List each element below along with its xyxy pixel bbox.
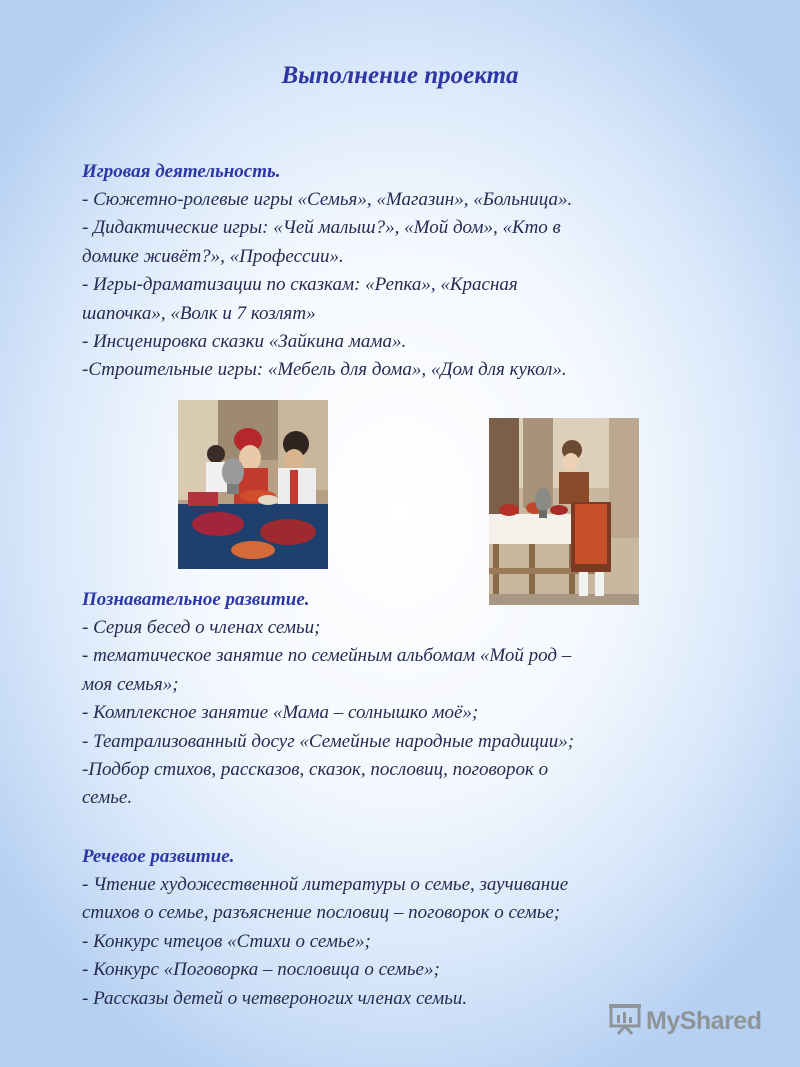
list-item: -Строительные игры: «Мебель для дома», «Дом для кукол». <box>82 359 567 381</box>
list-item: - Театрализованный досуг «Семейные народные традиции»; <box>82 730 575 752</box>
list-item: - Конкурс чтецов «Стихи о семье»; <box>82 930 371 952</box>
speech-development-heading: Речевое развитие. <box>82 846 235 867</box>
list-item: - Серия бесед о членах семьи; <box>82 617 321 638</box>
play-activity-section <box>82 158 722 385</box>
list-item: шапочка», «Волк и 7 козлят» <box>82 302 316 324</box>
list-item: -Подбор стихов, рассказов, сказок, пословиц, поговорок о <box>82 759 549 781</box>
list-item: - Инсценировка сказки «Зайкина мама». <box>82 331 407 353</box>
cognitive-development-section <box>82 586 722 813</box>
slide-title: Выполнение проекта <box>281 62 519 89</box>
presentation-board-icon <box>608 1003 642 1040</box>
play-activity-heading: Игровая деятельность. <box>82 161 281 182</box>
list-item: моя семья»; <box>82 673 179 695</box>
list-item: - Комплексное занятие «Мама – солнышко моё»; <box>82 702 479 724</box>
cognitive-development-heading: Познавательное развитие. <box>82 589 310 610</box>
list-item: - Дидактические игры: «Чей малыш?», «Мой дом», «Кто в <box>82 217 561 239</box>
list-item: - тематическое занятие по семейным альбомам «Мой род – <box>82 645 572 667</box>
list-item: - Сюжетно-ролевые игры «Семья», «Магазин», «Больница». <box>82 189 573 210</box>
tea-party-photo <box>178 400 328 569</box>
list-item: домике живёт?», «Профессии». <box>82 245 344 267</box>
list-item: - Чтение художественной литературы о семье, заучивание <box>82 874 569 895</box>
list-item: - Конкурс «Поговорка – пословица о семье»; <box>82 959 440 981</box>
list-item: стихов о семье, разъяснение пословиц – поговорок о семье; <box>82 902 561 924</box>
speech-development-section <box>82 843 722 1013</box>
girl-samovar-photo <box>489 418 639 605</box>
watermark-label: MyShared <box>646 1007 762 1035</box>
list-item: - Рассказы детей о четвероногих членах семьи. <box>82 987 468 1009</box>
list-item: семье. <box>82 787 133 809</box>
myshared-watermark[interactable] <box>608 1003 761 1040</box>
list-item: - Игры-драматизации по сказкам: «Репка», «Красная <box>82 274 518 296</box>
